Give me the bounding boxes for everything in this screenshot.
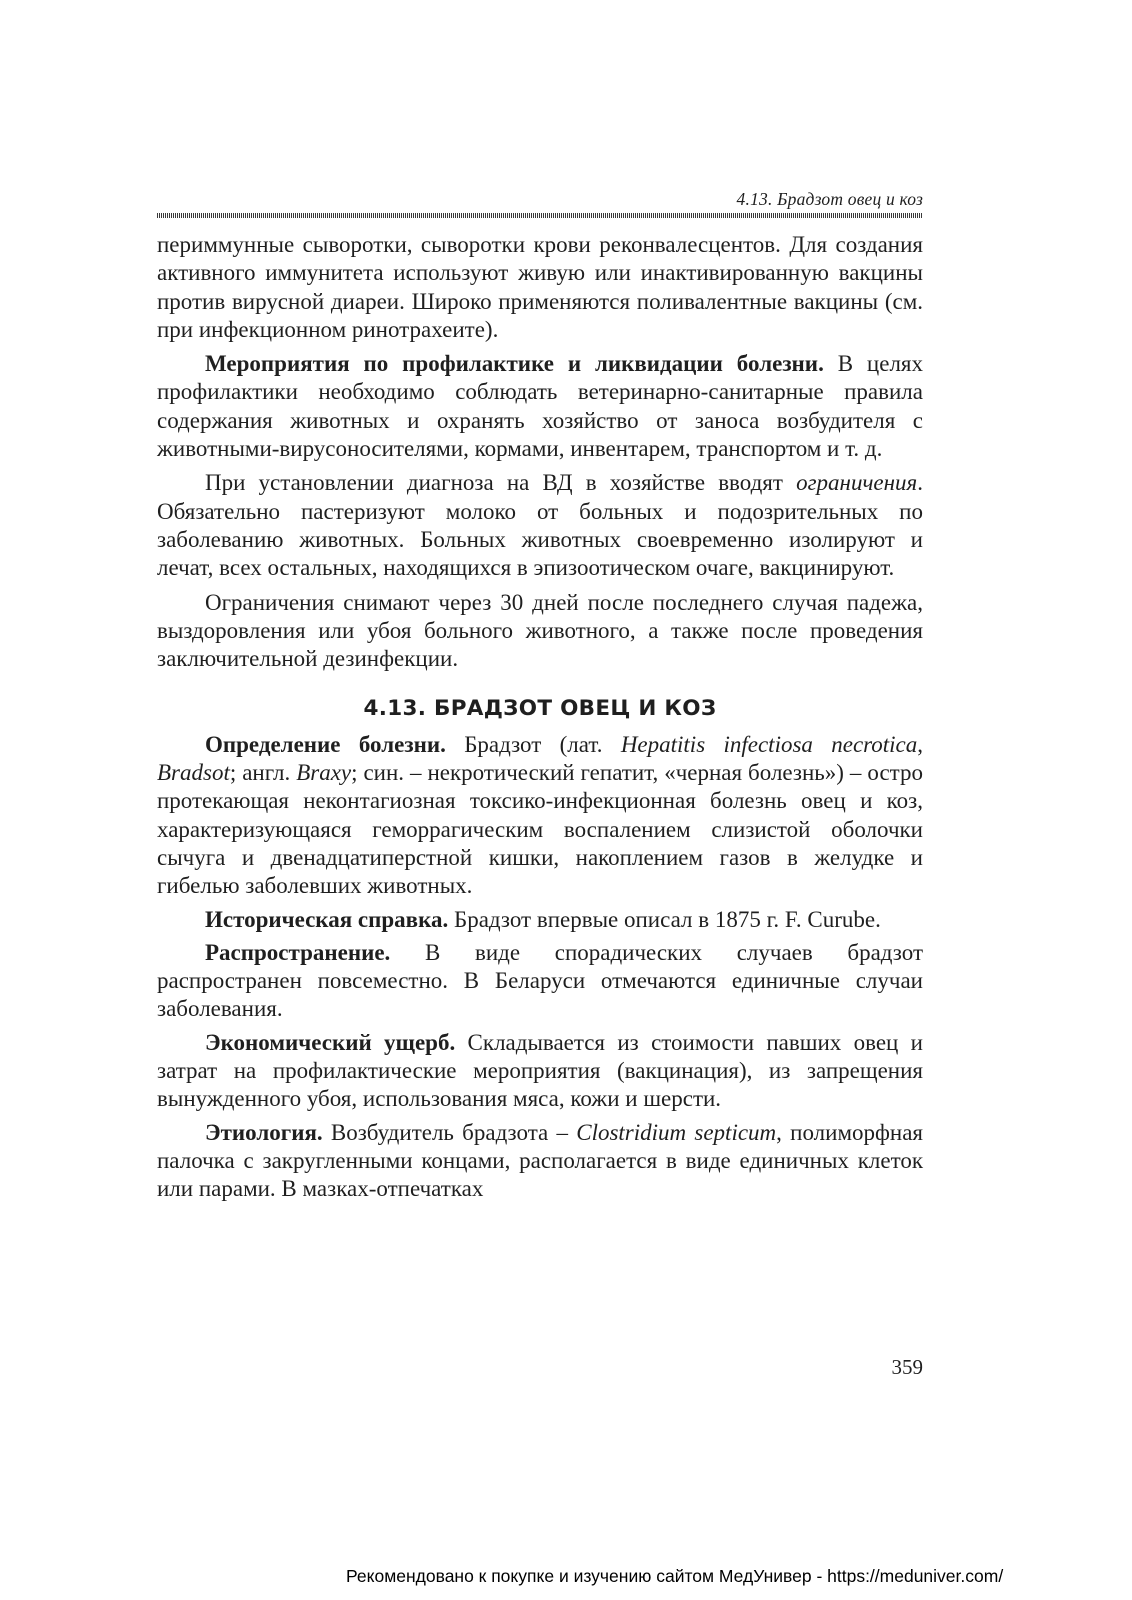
paragraph-lead: Распространение. xyxy=(205,939,391,965)
paragraph-lead: Этиология. xyxy=(205,1119,323,1145)
page-body xyxy=(157,231,923,1204)
paragraph-text: Брадзот впервые описал в 1875 г. F. Curube. xyxy=(448,906,881,932)
section-heading: 4.13. БРАДЗОТ ОВЕЦ И КОЗ xyxy=(363,696,717,722)
running-head: 4.13. Брадзот овец и коз xyxy=(736,189,923,209)
paragraph-serum xyxy=(157,231,923,344)
paragraph-text: Возбудитель брадзота – xyxy=(322,1119,577,1145)
paragraph-text: Брадзот (лат. xyxy=(445,731,621,757)
paragraph-text: , xyxy=(917,731,924,757)
paragraph-distribution xyxy=(157,939,923,1024)
book-page xyxy=(157,0,923,1600)
paragraph-prevention-measures xyxy=(157,350,923,463)
header-rule xyxy=(157,213,923,218)
paragraph-history xyxy=(157,906,923,934)
italic-term: Bradsot xyxy=(157,760,230,786)
paragraph-restrictions xyxy=(157,469,923,582)
paragraph-text: , полиморфная палочка с закругленными концами, располагается в виде единичных клеток или парами. В мазках-отпечатках xyxy=(157,1119,923,1202)
paragraph-lifting-restrictions xyxy=(157,589,923,674)
paragraph-text: В виде спорадических случаев брадзот распространен повсеместно. В Беларуси отмечаются единичные случаи заболевания. xyxy=(157,939,923,1022)
paragraph-text: Складывается из стоимости павших овец и затрат на профилактические мероприятия (вакцинация), из запрещения вынужденного убоя, использования мяса, кожи и шерсти. xyxy=(157,1029,923,1112)
italic-term: Braxy xyxy=(296,760,352,786)
paragraph-definition xyxy=(157,731,923,901)
paragraph-text: В целях профилактики необходимо соблюдать ветеринарно-санитарные правила содержания животных и охранять хозяйство от заноса возбудителя с животными-вирусоносителями, кормами, инвентарем, транспортом и т. д. xyxy=(157,351,924,462)
paragraph-lead: Определение болезни. xyxy=(205,731,446,757)
italic-term: Clostridium septicum xyxy=(576,1119,777,1145)
paragraph-etiology xyxy=(157,1119,923,1204)
paragraph-text: При установлении диагноза на ВД в хозяйстве вводят xyxy=(205,470,797,496)
paragraph-lead: Мероприятия по профилактике и ликвидации болезни. xyxy=(205,351,824,377)
paragraph-text: периммунные сыворотки, сыворотки крови реконвалесцентов. Для создания активного иммунитета используют живую или инактивированную вакцины против вирусной диареи. Широко применяются поливалентные вакцины (см. при инфекционном ринотрахеите). xyxy=(157,232,923,342)
italic-term: Hepatitis infectiosa necrotica xyxy=(620,731,918,757)
paragraph-lead: Историческая справка. xyxy=(205,906,449,932)
italic-term: ограничения xyxy=(796,470,918,496)
paragraph-economic-damage xyxy=(157,1029,923,1114)
paragraph-text: . Обязательно пастеризуют молоко от больных и подозрительных по заболеванию животных. Больных животных своевременно изолируют и лечат, всех остальных, находящихся в эпизоотическом очаге, вакцинируют. xyxy=(157,470,923,581)
paragraph-text: ; англ. xyxy=(229,760,297,786)
page-number: 359 xyxy=(891,1355,923,1379)
footer-note: Рекомендовано к покупке и изучению сайтом МедУнивер - https://meduniver.com/ xyxy=(346,1566,1004,1586)
paragraph-lead: Экономический ущерб. xyxy=(205,1029,456,1055)
paragraph-text: Ограничения снимают через 30 дней после последнего случая падежа, выздоровления или убоя больного животного, а также после проведения заключительной дезинфекции. xyxy=(157,589,923,672)
paragraph-text: ; син. – некротический гепатит, «черная болезнь») – остро протекающая неконтагиозная токсико-инфекционная болезнь овец и коз, характеризующаяся геморрагическим воспалением слизистой оболочки сычуга и двенадцатиперстной кишки, накоплением газов в желудке и гибелью заболевших животных. xyxy=(157,760,923,899)
